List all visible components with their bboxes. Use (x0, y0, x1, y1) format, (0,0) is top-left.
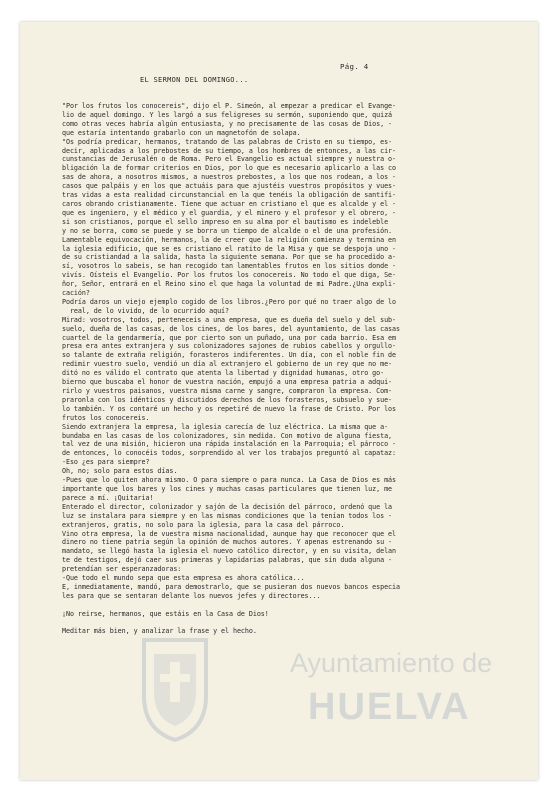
text-line: Meditar más bien, y analizar la frase y el hecho. (62, 627, 257, 636)
text-line: te de testigos, dejó caer sus primeras y lapidarias palabras, que sin duda alguna - (62, 556, 393, 565)
text-line: de entonces, lo conocéis todos, sorprendido al ver los trabajos preguntó al capataz: (62, 449, 397, 458)
text-line: real, de lo vivido, de lo ocurrido aquí? (62, 306, 230, 315)
text-line: -Pues que lo quiten ahora mismo. O para siempre o para nunca. La Casa de Dios es más (62, 476, 397, 485)
text-line: de su cristiandad a la salida, hasta la siguiente semana. Por que se ha procedido a- (62, 253, 397, 262)
text-line: ditó no es válido el contrato que atenta la libertad y dignidad humanas, otro go- (62, 369, 385, 378)
text-line (62, 601, 502, 610)
text-line: importante que los bares y los cines y muchas casas particulares que tienen luz, me (62, 484, 393, 493)
text-line: mandato, se llegó hasta la iglesia el nuevo católico director, y en su visita, delan (62, 547, 397, 556)
text-line: E, inmediatamente, mandó, para demostrarlo, que se pusieran dos nuevos bancos especia (62, 582, 400, 591)
text-line: suelo, dueña de las casas, de los cines, de los bares, del ayuntamiento, de las casas (62, 324, 400, 333)
text-line: casos que palpáis y en los que actuáis para que ajustéis vuestros propósitos y vues- (62, 182, 397, 191)
text-line: y no se borra, como se puede y se borra un tiempo de alcalde o el de una profesión. (62, 226, 393, 235)
document-header: EL SERMON DEL DOMINGO... (140, 76, 249, 84)
watermark-line2: HUELVA (308, 686, 471, 728)
shield-icon (140, 634, 210, 744)
text-line: sí, vosotros lo sabeis, se han recogido tan lamentables frutos en los sitios donde - (62, 262, 397, 271)
text-line: cunstancias de Jerusalén o de Roma. Pero el Evangelio es actual siempre y nuestra o- (62, 155, 397, 164)
text-line: lo también. Y os contaré un hecho y os repetiré de nuevo la frase de Cristo. Por los (62, 404, 397, 413)
text-line: pretendían ser esperanzadoras: (62, 565, 182, 574)
text-line: presa era antes extranjera y sus colonizadores sajones de rubios cabellos y orgullo- (62, 342, 397, 351)
watermark-logo (140, 634, 500, 754)
text-line: les para que se sentaran delante los nuevos jefes y directores... (62, 591, 321, 600)
text-line: Enterado el director, colonizador y sajón de la decisión del párroco, ordenó que la (62, 502, 393, 511)
text-line: cación? (62, 289, 90, 298)
text-line: -Que todo el mundo sepa que esta empresa es ahora católica... (62, 574, 305, 583)
text-line: Vino otra empresa, la de vuestra misma nacionalidad, aunque hay que reconocer que el (62, 529, 397, 538)
page-number: Pág. 4 (340, 62, 369, 71)
text-line: ñor, Señor, entrará en el Reino sino el que haga la voluntad de mi Padre.¿Una expli- (62, 280, 397, 289)
text-line (62, 619, 502, 628)
text-line: tal vez de una misión, hicieron una rápida instalación en la Parroquia; el párroco - (62, 440, 397, 449)
text-line: Podría daros un viejo ejemplo cogido de los libros.¿Pero por qué no traer algo de lo (62, 297, 397, 306)
text-line: -Eso ¿es para siempre? (62, 458, 150, 467)
text-line: bundaba en las casas de los colonizadores, sin medida. Con motivo de alguna fiesta, (62, 431, 393, 440)
text-line: tras vidas a esta realidad circunstancial en la que tenéis la obligación de santifi- (62, 191, 397, 200)
text-line: caros obrando cristianamente. Tiene que actuar en cristiano el que es alcalde y el - (62, 199, 397, 208)
text-line: Oh, no; solo para estos días. (62, 467, 178, 476)
text-line: "Os podría predicar, hermanos, tratando de las palabras de Cristo en su tiempo, es- (62, 137, 393, 146)
text-line: praronla con los idénticos y discutidos derechos de los forasteros, subsuelo y sue- (62, 395, 393, 404)
text-line: Lamentable equivocación, hermanos, la de creer que la religión comienza y termina en (62, 235, 397, 244)
watermark-line1: Ayuntamiento de (290, 648, 493, 678)
text-line: rirlo y vuestros paisanos, vuestra misma carne y sangre, compraron la empresa. Com- (62, 387, 393, 395)
text-line: la iglesia edificio, que se es cristiano el ratito de la Misa y que se despoja uno - (62, 244, 397, 253)
text-line: que es ingeniero, y el médico y el guardia, y el minero y el profesor y el obrero, - (62, 208, 397, 217)
text-line: so talante de extraña religión, forasteros indiferentes. Un día, con el noble fin de (62, 351, 397, 360)
text-line: Mirad: vosotros, todos, perteneceis a una empresa, que es dueña del suelo y del sub- (62, 315, 397, 324)
text-line: vivís. Oísteis el Evangelio. Por los frutos los conocereis. No todo el que diga, Se- (62, 271, 397, 280)
text-line: lio de aquel domingo. Y les largó a sus feligreses su sermón, suponiendo que, quizá (62, 110, 393, 119)
text-line: si son cristianos, porque el sello impreso en su alma por el bautismo es indeleble (62, 217, 389, 226)
text-line: Siendo extranjera la empresa, la iglesia carecía de luz eléctrica. La misma que a- (62, 422, 389, 431)
text-line: dinero no tiene patria según la opinión de muchos autores. Y apenas estrenando su - (62, 538, 393, 547)
document-page (20, 22, 538, 780)
text-line: "Por los frutos los conocereis", dijo el P. Simeón, al empezar a predicar el Evange- (62, 102, 397, 110)
text-line: decir, aplicadas a los prebostes de su tiempo, a los hombres de entonces, a las cir- (62, 146, 397, 155)
text-line: como otras veces habría algún entusiasta, y no precisamente de las cosas de Dios, - (62, 119, 393, 128)
sermon-body-text (62, 102, 502, 636)
text-line: bligación la de formar criterios en Dios, por lo que es necesario aplicarlo a las co (62, 164, 397, 173)
text-line: sas de ahora, a nosotros mismos, a nuestros prebostes, a los que nos rodean, a los - (62, 173, 397, 182)
text-line: cuartel de la gendarmería, que por cierto son un puñado, una por cada barrio. Esa em (62, 333, 397, 342)
text-line: luz se instalara para siempre y en las mismas condiciones que la tenían todos los - (62, 511, 393, 520)
text-line: bierno que buscaba el honor de vuestra nación, empujó a una empresa patria a adqui- (62, 378, 393, 387)
text-line: frutos los conocereis. (62, 413, 150, 422)
text-line: parece a mí. ¡Quitaria! (62, 493, 154, 502)
text-line: que estaría intentando grabarlo con un magnetofón de solapa. (62, 128, 301, 137)
text-line: extranjeros, gratis, no solo para la iglesia, para la casa del párroco. (62, 520, 345, 529)
text-line: redimir vuestro suelo, vendió un día al extranjero el gobierno de un rey que no me- (62, 360, 393, 369)
text-line: ¡No reirse, hermanos, que estáis en la Casa de Dios! (62, 609, 269, 618)
